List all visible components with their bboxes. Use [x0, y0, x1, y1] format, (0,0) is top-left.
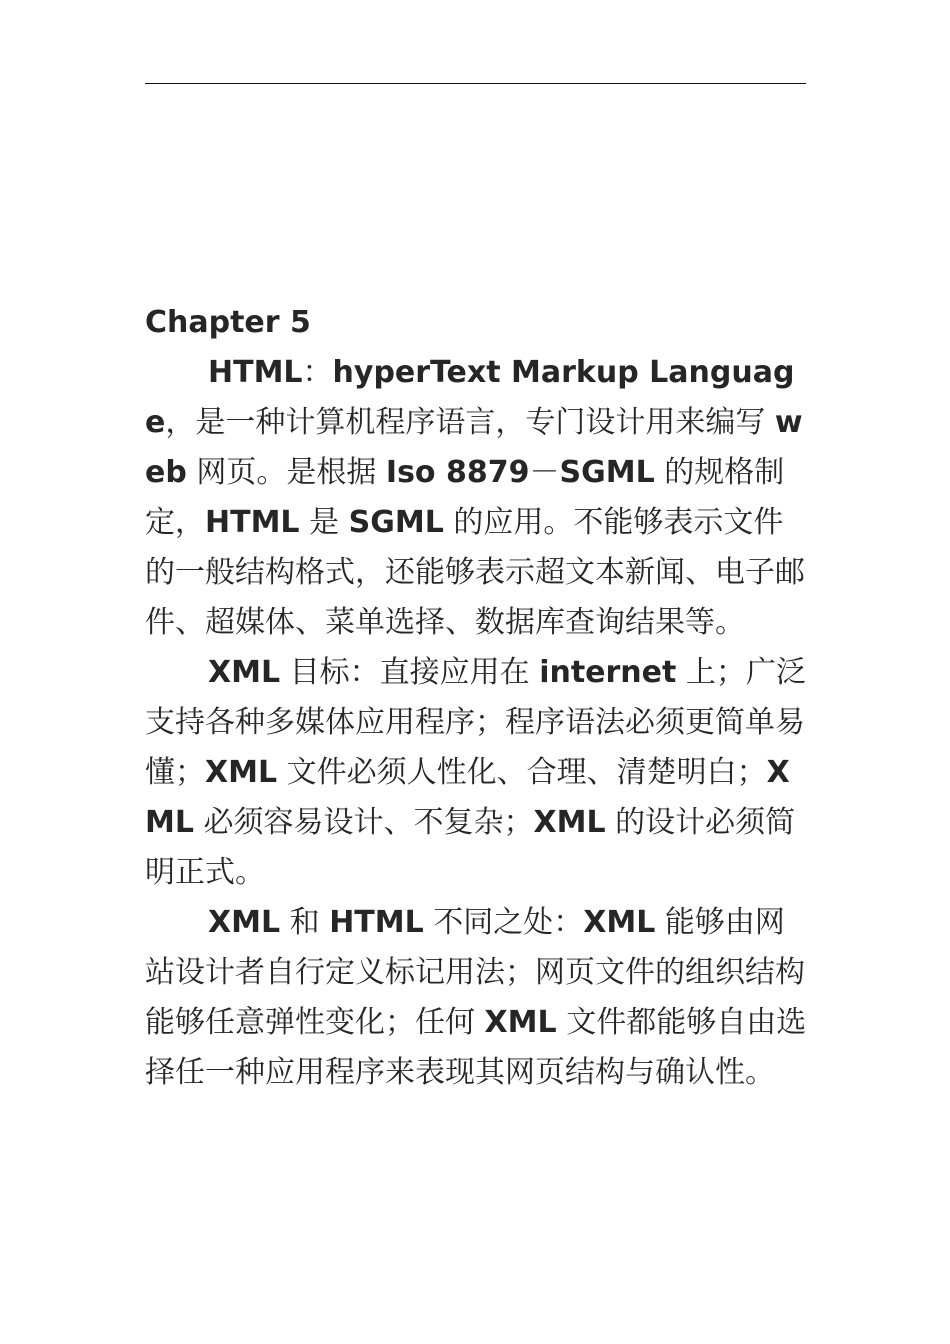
- text-bold: XML: [533, 805, 606, 840]
- paragraph-xml-vs-html: [145, 898, 810, 1098]
- text: 和: [280, 905, 330, 940]
- text: ，是一种计算机程序语言，专门设计用来编写: [165, 405, 775, 440]
- paragraph-xml-goals: [145, 648, 810, 898]
- text: 的设计必须简明正式。: [145, 805, 796, 890]
- text-bold: HTML: [329, 905, 424, 940]
- text: 能够由网站设计者自行定义标记用法；网页文件的组织结构能够任意弹性变化；任何: [145, 905, 805, 1040]
- text: 文件必须人性化、合理、清楚明白；: [277, 755, 767, 790]
- text-bold: SGML: [559, 455, 655, 490]
- text-bold: hyperText Markup Language: [145, 355, 795, 440]
- text: 必须容易设计、不复杂；: [193, 805, 534, 840]
- text: 的应用。不能够表示文件的一般结构格式，还能够表示超文本新闻、电子邮件、超媒体、菜单选择、数据库查询结果等。: [145, 505, 805, 640]
- text: 网页。是根据: [186, 455, 386, 490]
- text: 上；广泛支持各种多媒体应用程序；程序语法必须更简单易懂；: [145, 655, 806, 790]
- text-bold: HTML: [205, 505, 300, 540]
- text-bold: Iso 8879: [385, 455, 530, 490]
- paragraph-html: [145, 348, 810, 648]
- text: 不同之处：: [423, 905, 584, 940]
- text: －: [529, 455, 560, 490]
- chapter-title: Chapter 5: [145, 305, 311, 340]
- text-bold: SGML: [348, 505, 444, 540]
- text-bold: XML: [583, 905, 656, 940]
- text-bold: web: [145, 405, 803, 490]
- text-bold: XML: [208, 655, 281, 690]
- text-bold: XML: [205, 755, 278, 790]
- document-body: [145, 298, 810, 1098]
- text-bold: XML: [208, 905, 281, 940]
- text: ：: [302, 355, 333, 390]
- text: 文件都能够自由选择任一种应用程序来表现其网页结构与确认性。: [145, 1005, 807, 1090]
- text-bold: HTML: [208, 355, 303, 390]
- text-bold: internet: [539, 655, 677, 690]
- text: 的规格制定，: [145, 455, 785, 540]
- header-rule: [145, 83, 806, 84]
- text: 是: [299, 505, 349, 540]
- text: 目标：直接应用在: [280, 655, 540, 690]
- text-bold: XML: [145, 755, 790, 840]
- text-bold: XML: [484, 1005, 557, 1040]
